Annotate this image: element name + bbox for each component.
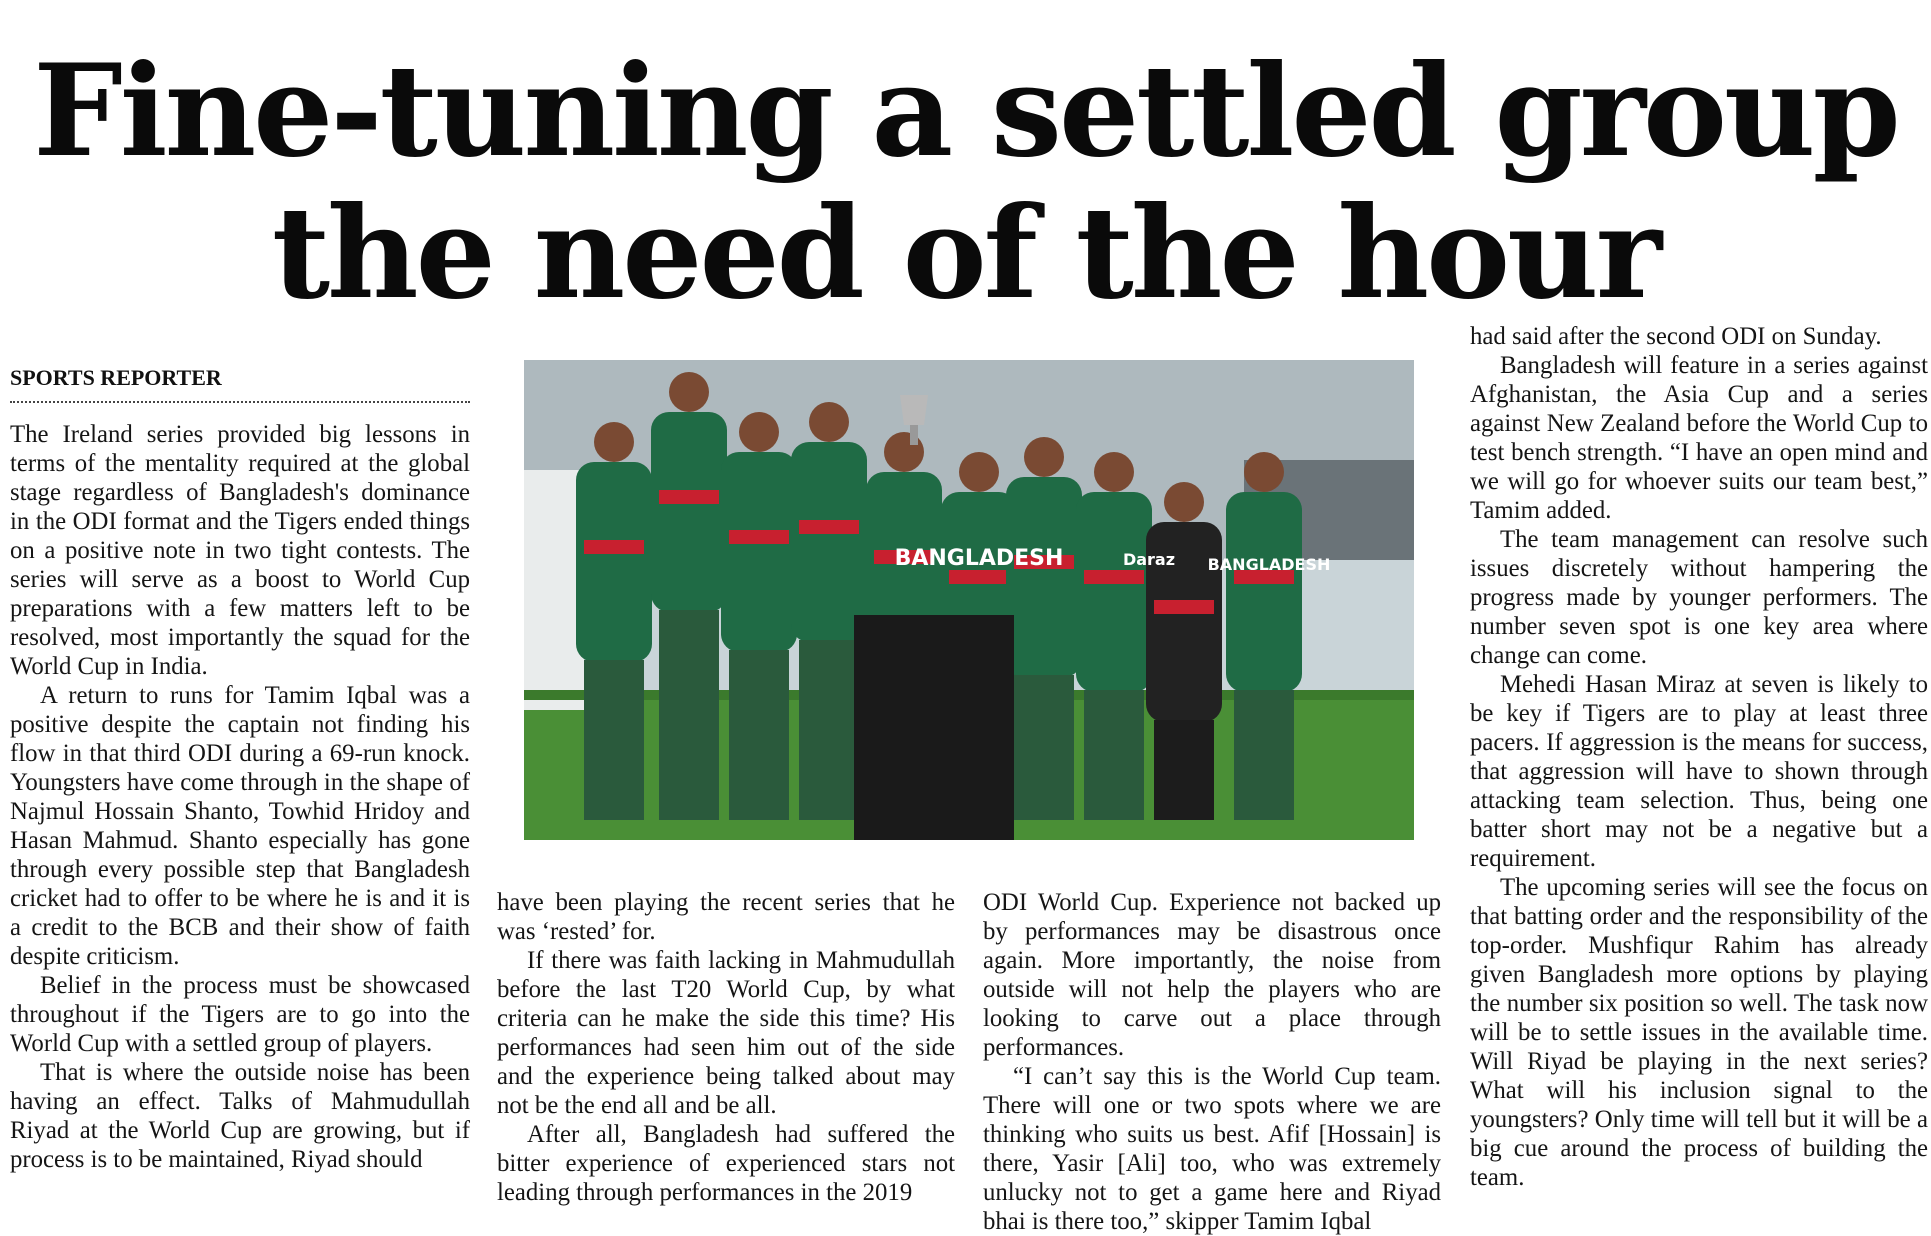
svg-text:BANGLADESH: BANGLADESH (894, 546, 1064, 571)
team-photo (524, 360, 1414, 840)
svg-text:Daraz: Daraz (1122, 550, 1176, 569)
paragraph: A return to runs for Tamim Iqbal was a positive despite the captain not finding his flow in that third ODI during a 69-run knock. Youngsters have come through in the shape of Najmul Hossain Shanto, Towhid Hridoy and Hasan Mahmud. Shanto especially has gone through every possible step that Bangladesh cricket had to offer to be where he is and it is a credit to the BCB and their show of faith despite criticism. (10, 682, 470, 970)
paragraph: “I can’t say this is the World Cup team. There will one or two spots where we are thinking who suits us best. Afif [Hossain] is there, Yasir [Ali] too, who was extremely unlucky not to get a game here and Riyad bhai is there too,” skipper Tamim Iqbal (983, 1063, 1441, 1235)
svg-text:BANGLADESH: BANGLADESH (1207, 555, 1331, 574)
article-column-3 (983, 888, 1441, 1236)
paragraph: The upcoming series will see the focus on that batting order and the responsibility of the top-order. Mushfiqur Rahim has already given Bangladesh more options by playing the number six position so well. The task now will be to settle issues in the available time. Will Riyad be playing in the next series? What will his inclusion signal to the youngsters? Only time will tell but it will be a big cue around the process of building the team. (1470, 874, 1928, 1191)
paragraph: ODI World Cup. Experience not backed up by performances may be disastrous once again. More importantly, the noise from outside will not help the players who are looking to carve out a place through performances. (983, 889, 1441, 1061)
article-column-1 (10, 420, 470, 1174)
paragraph: Bangladesh will feature in a series against Afghanistan, the Asia Cup and a series against New Zealand before the World Cup to test bench strength. “I have an open mind and we will go for whoever suits our team best,” Tamim added. (1470, 352, 1928, 524)
byline: SPORTS REPORTER (10, 365, 470, 403)
article-column-4 (1470, 322, 1928, 1192)
headline-line-1: Fine-tuning a settled group (33, 37, 1898, 185)
paragraph: The Ireland series provided big lessons in terms of the mentality required at the global stage regardless of Bangladesh's dominance in the ODI format and the Tigers ended things on a positive note in two tight contests. The series will serve as a boost to World Cup preparations with a few matters left to be resolved, most importantly the squad for the World Cup in India. (10, 421, 470, 680)
headline-line-2: the need of the hour (271, 179, 1660, 327)
paragraph: have been playing the recent series that he was ‘rested’ for. (497, 889, 955, 945)
paragraph: If there was faith lacking in Mahmudullah before the last T20 World Cup, by what criteria can he make the side this time? His performances had seen him out of the side and the experience being talked about may not be the end all and be all. (497, 947, 955, 1119)
article-column-2 (497, 888, 955, 1207)
paragraph: had said after the second ODI on Sunday. (1470, 323, 1882, 350)
headline (0, 37, 1931, 327)
paragraph: Belief in the process must be showcased throughout if the Tigers are to go into the World Cup with a settled group of players. (10, 972, 470, 1057)
paragraph: That is where the outside noise has been having an effect. Talks of Mahmudullah Riyad at the World Cup are growing, but if process is to be maintained, Riyad should (10, 1059, 470, 1173)
paragraph: The team management can resolve such issues discretely without hampering the progress made by younger performers. The number seven spot is one key area where change can come. (1470, 526, 1928, 669)
paragraph: After all, Bangladesh had suffered the bitter experience of experienced stars not leading through performances in the 2019 (497, 1121, 955, 1206)
paragraph: Mehedi Hasan Miraz at seven is likely to be key if Tigers are to play at least three pacers. If aggression is the means for success, that aggression will have to shown through attacking team selection. Thus, being one batter short may not be a negative but a requirement. (1470, 671, 1928, 872)
team-celebration-photo-icon (524, 360, 1414, 840)
